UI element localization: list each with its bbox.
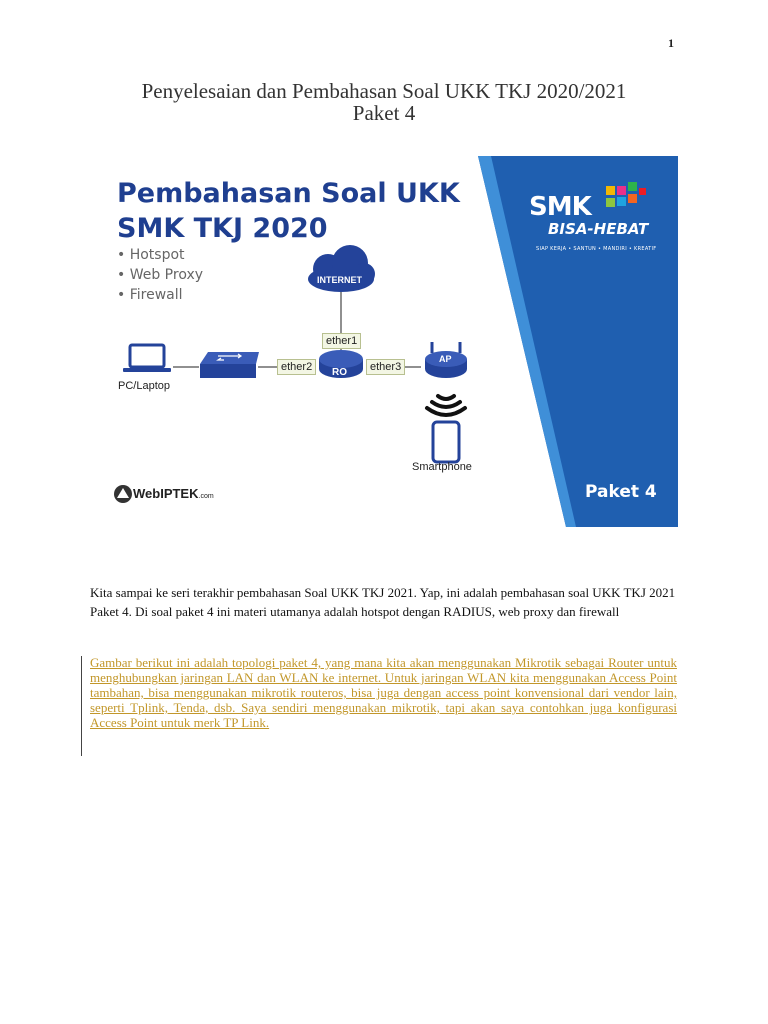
document-subtitle: Paket 4	[352, 101, 416, 125]
quote-bar	[81, 656, 82, 756]
ether1-label: ether1	[322, 333, 361, 349]
smartphone-label: Smartphone	[412, 461, 472, 473]
brand-logo-icon	[114, 485, 132, 503]
pc-laptop-label: PC/Laptop	[118, 380, 170, 392]
page-number: 1	[668, 36, 674, 50]
smartphone-icon	[433, 422, 459, 462]
bullet-hotspot: • Hotspot	[117, 247, 185, 263]
laptop-icon	[123, 345, 171, 372]
internet-label: INTERNET	[317, 275, 362, 285]
paket-label: Paket 4	[585, 482, 657, 502]
ap-label: AP	[439, 354, 452, 364]
logo-smk: SMK	[529, 192, 591, 222]
banner-heading-line1: Pembahasan Soal UKK	[117, 178, 460, 209]
logo-bisa-hebat: BISA-HEBAT	[548, 220, 649, 238]
banner-heading-line2: SMK TKJ 2020	[117, 213, 328, 244]
topology-paragraph: Gambar berikut ini adalah topologi paket 4, yang mana kita akan menggunakan Mikrotik sebagai Router untuk menghubungkan jaringan LAN dan WLAN ke internet. Untuk jaringan WLAN kita menggunakan Access Point tambahan, bisa menggunakan mikrotik routeros, bisa juga dengan access point konvensional dari vendor lain, seperti Tplink, Tenda, dsb. Saya sendiri menggunakan mikrotik, tapi akan saya contohkan juga konfigurasi Access Point untuk merk TP Link.	[90, 655, 677, 730]
switch-icon	[200, 352, 259, 378]
logo-tagline: SIAP KERJA • SANTUN • MANDIRI • KREATIF	[536, 246, 657, 252]
brand-main: WebIPTEK	[133, 486, 199, 501]
intro-paragraph: Kita sampai ke seri terakhir pembahasan Soal UKK TKJ 2021. Yap, ini adalah pembahasan soal UKK TKJ 2021 Paket 4. Di soal paket 4 ini materi utamanya adalah hotspot dengan RADIUS, web proxy dan firewall	[90, 585, 676, 619]
ether2-label: ether2	[277, 359, 316, 375]
bullet-firewall: • Firewall	[117, 287, 183, 303]
bullet-web-proxy: • Web Proxy	[117, 267, 204, 283]
brand-name	[133, 486, 214, 501]
wifi-waves-icon	[427, 396, 465, 415]
banner-image	[96, 156, 678, 527]
brand-suffix: .com	[198, 493, 214, 500]
document-title: Penyelesaian dan Pembahasan Soal UKK TKJ 2020/2021	[141, 79, 627, 103]
router-label: RO	[332, 367, 347, 378]
ether3-label: ether3	[366, 359, 405, 375]
